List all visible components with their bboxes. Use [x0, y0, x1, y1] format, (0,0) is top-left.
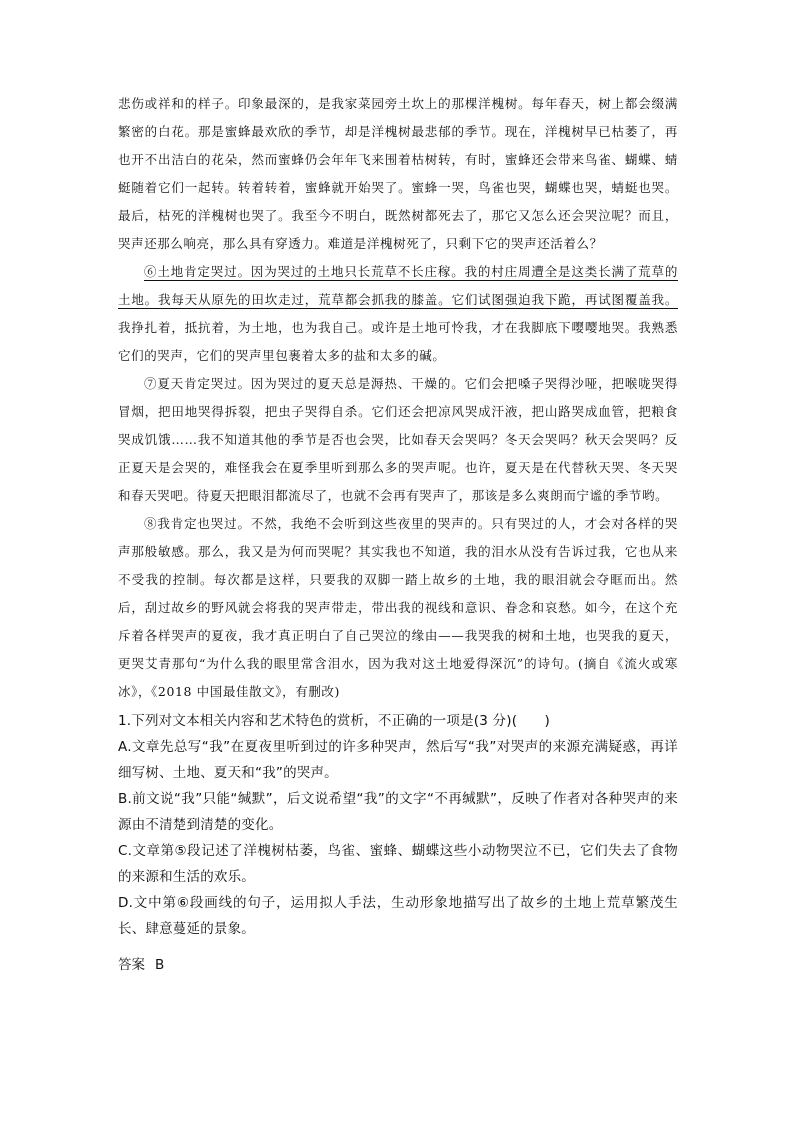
reading-passage [118, 90, 678, 706]
answer-label: 答案 [118, 957, 145, 973]
paragraph-8: ⑧我肯定也哭过。不然，我绝不会听到这些夜里的哭声的。只有哭过的人，才会对各样的哭声那般敏感。那么，我又是为何而哭呢？其实我也不知道，我的泪水从没有告诉过我，它也从来不受我的控制。每次都是这样，只要我的双脚一踏上故乡的土地，我的眼泪就会夺眶而出。然后，刮过故乡的野风就会将我的哭声带走，带出我的视线和意识、眷念和哀愁。如今，在这个充斥着各样哭声的夏夜，我才真正明白了自己哭泣的缘由——我哭我的树和土地，也哭我的夏天，更哭艾青那句“为什么我的眼里常含泪水，因为我对这土地爱得深沉”的诗句。(摘自《流火或寒冰》，《2018 中国最佳散文》，有删改) [118, 516, 678, 699]
option-c: C.文章第⑤段记述了洋槐树枯萎，鸟雀、蜜蜂、蝴蝶这些小动物哭泣不已，它们失去了食物的来源和生活的欢乐。 [118, 843, 678, 885]
underlined-sentences: ⑥土地肯定哭过。因为哭过的土地只长荒草不长庄稼。我的村庄周遭全是这类长满了荒草的土地。我每天从原先的田坎走过，荒草都会抓我的膝盖。它们试图强迫我下跪，再试图覆盖我。 [118, 264, 678, 307]
question-block [118, 708, 678, 942]
answer-line [118, 952, 678, 978]
paragraph-7: ⑦夏天肯定哭过。因为哭过的夏天总是溽热、干燥的。它们会把嗓子哭得沙哑，把喉咙哭得冒烟，把田地哭得拆裂，把虫子哭得自杀。它们还会把凉风哭成汗液，把山路哭成血管，把粮食哭成饥饿……我不知道其他的季节是否也会哭，比如春天会哭吗？冬天会哭吗？秋天会哭吗？反正夏天是会哭的，难怪我会在夏季里听到那么多的哭声呢。也许，夏天是在代替秋天哭、冬天哭和春天哭吧。待夏天把眼泪都流尽了，也就不会再有哭声了，那该是多么爽朗而宁谧的季节哟。 [118, 376, 678, 503]
answer-value: B [155, 957, 165, 973]
option-b: B.前文说“我”只能“缄默”，后文说希望“我”的文字“不再缄默”，反映了作者对各种哭声的来源由不清楚到清楚的变化。 [118, 791, 678, 833]
option-d: D.文中第⑥段画线的句子，运用拟人手法，生动形象地描写出了故乡的土地上荒草繁茂生长、肆意蔓延的景象。 [118, 895, 678, 937]
question-stem: 1.下列对文本相关内容和艺术特色的赏析，不正确的一项是(3 分)( ) [118, 713, 551, 729]
document-page [118, 90, 678, 978]
paragraph-5-continued: 悲伤或祥和的样子。印象最深的，是我家菜园旁土坎上的那棵洋槐树。每年春天，树上都会缀满繁密的白花。那是蜜蜂最欢欣的季节，却是洋槐树最悲郁的季节。现在，洋槐树早已枯萎了，再也开不出洁白的花朵，然而蜜蜂仍会年年飞来围着枯树转，有时，蜜蜂还会带来鸟雀、蝴蝶、蜻蜓随着它们一起转。转着转着，蜜蜂就开始哭了。蜜蜂一哭，鸟雀也哭，蝴蝶也哭，蜻蜓也哭。最后，枯死的洋槐树也哭了。我至今不明白，既然树都死去了，那它又怎么还会哭泣呢？而且，哭声还那么响亮，那么具有穿透力。难道是洋槐树死了，只剩下它的哭声还活着么？ [118, 96, 678, 251]
paragraph-6-rest: 我挣扎着，抵抗着，为土地，也为我自己。或许是土地可怜我，才在我脚底下嘤嘤地哭。我熟悉它们的哭声，它们的哭声里包裹着太多的盐和太多的碱。 [118, 320, 678, 363]
paragraph-6 [118, 258, 678, 370]
option-a: A.文章先总写“我”在夏夜里听到过的许多种哭声，然后写“我”对哭声的来源充满疑惑，再详细写树、土地、夏天和“我”的哭声。 [118, 739, 678, 781]
